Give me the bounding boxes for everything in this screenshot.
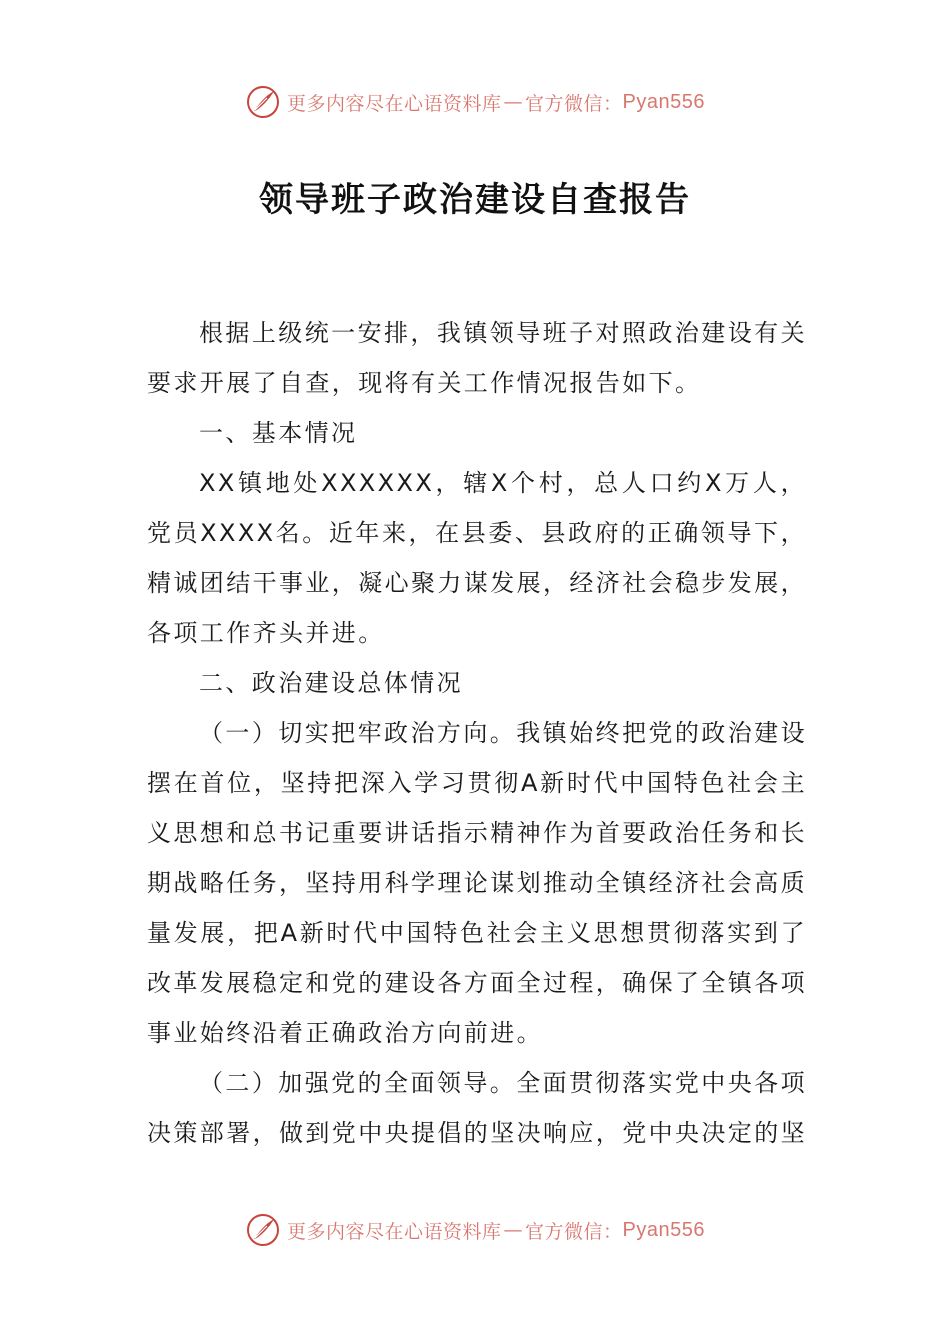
quill-logo-icon: [245, 1212, 281, 1248]
document-body: [147, 308, 807, 1158]
paragraph-party-leadership: （二）加强党的全面领导。全面贯彻落实党中央各项决策部署，做到党中央提倡的坚决响应，党中央决定的坚: [147, 1069, 807, 1147]
paragraph-intro: 根据上级统一安排，我镇领导班子对照政治建设有关要求开展了自查，现将有关工作情况报告如下。: [147, 319, 807, 397]
watermark-separator: —: [503, 91, 524, 113]
watermark-contact: 官方微信：: [525, 1220, 623, 1243]
section-heading-basic: 一、基本情况: [199, 419, 358, 447]
section-heading-overall: 二、政治建设总体情况: [199, 669, 463, 697]
watermark-contact: 官方微信：: [525, 92, 623, 115]
watermark-text: 更多内容尽在心语资料库: [287, 1220, 502, 1243]
watermark-text: 更多内容尽在心语资料库: [287, 92, 502, 115]
document-title: 领导班子政治建设自查报告: [259, 180, 691, 220]
watermark-account: Pyan556: [622, 90, 705, 113]
watermark-footer: [0, 1210, 950, 1250]
paragraph-basic-info: XX镇地处XXXXXX，辖X个村，总人口约X万人，党员XXXX名。近年来，在县委、县政府的正确领导下，精诚团结干事业，凝心聚力谋发展，经济社会稳步发展，各项工作齐头并进。: [147, 469, 807, 647]
watermark-header: [0, 82, 950, 122]
watermark-separator: —: [503, 1219, 524, 1241]
watermark-account: Pyan556: [622, 1218, 705, 1241]
quill-logo-icon: [245, 84, 281, 120]
paragraph-political-direction: （一）切实把牢政治方向。我镇始终把党的政治建设摆在首位，坚持把深入学习贯彻A新时代中国特色社会主义思想和总书记重要讲话指示精神作为首要政治任务和长期战略任务，坚持用科学理论谋划推动全镇经济社会高质量发展，把A新时代中国特色社会主义思想贯彻落实到了改革发展稳定和党的建设各方面全过程，确保了全镇各项事业始终沿着正确政治方向前进。: [147, 719, 807, 1047]
